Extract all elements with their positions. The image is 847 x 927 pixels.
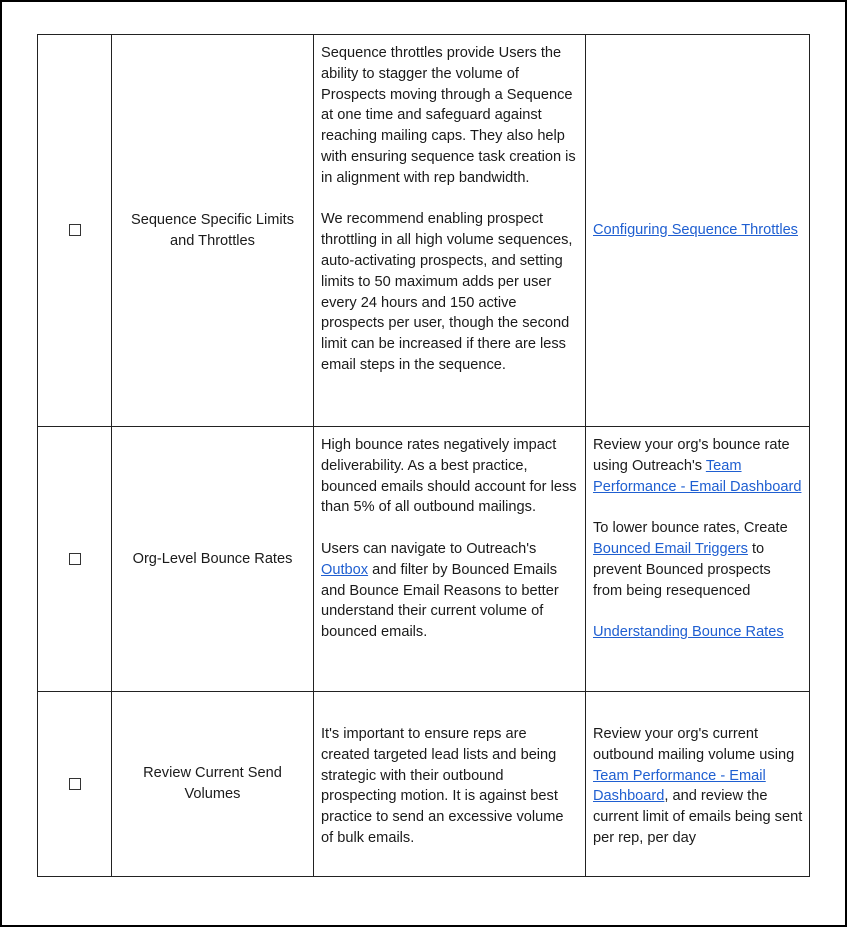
- description-cell: [314, 35, 586, 427]
- text-span: to prevent Bounced prospects from being resequenced: [593, 540, 771, 599]
- bounced-email-triggers-link[interactable]: Bounced Email Triggers: [593, 540, 748, 557]
- checklist-table: [37, 34, 810, 877]
- topic-cell: Review Current Send Volumes: [112, 692, 314, 877]
- text-span: Review your org's current outbound mailing volume using: [593, 726, 795, 763]
- description-paragraph: High bounce rates negatively impact deliverability. As a best practice, bounced emails should account for less than 5% of all outbound mailings.: [321, 437, 577, 516]
- team-performance-email-dashboard-link[interactable]: Team Performance - Email Dashboard: [593, 767, 766, 805]
- resource-paragraph: [593, 518, 803, 601]
- checkbox[interactable]: [69, 778, 81, 790]
- table-row: [38, 427, 810, 692]
- checkbox-cell: [38, 35, 112, 427]
- table-row: [38, 692, 810, 877]
- resources-cell: [586, 692, 810, 877]
- configuring-sequence-throttles-link[interactable]: Configuring Sequence Throttles: [593, 222, 798, 239]
- team-performance-email-dashboard-link[interactable]: Team Performance - Email Dashboard: [593, 457, 802, 495]
- description-paragraph: We recommend enabling prospect throttling in all high volume sequences, auto-activating prospects, and setting limits to 50 maximum adds per user every 24 hours and 150 active prospects per user, though the second limit can be increased if there are less email steps in the sequence.: [321, 211, 573, 373]
- description-cell: [314, 692, 586, 877]
- resource-paragraph: [593, 622, 803, 643]
- description-paragraph: It's important to ensure reps are created targeted lead lists and being strategic with their outbound prospecting motion. It is against best practice to send an excessive volume of bulk emails.: [321, 726, 564, 846]
- table-row: [38, 35, 810, 427]
- checkbox[interactable]: [69, 224, 81, 236]
- checkbox-cell: [38, 692, 112, 877]
- description-cell: [314, 427, 586, 692]
- description-paragraph: Sequence throttles provide Users the ability to stagger the volume of Prospects moving through a Sequence at one time and safeguard against reaching mailing caps. They also help with ensuring sequence task creation is in alignment with rep bandwidth.: [321, 45, 576, 186]
- text-span: , and review the current limit of emails being sent per rep, per day: [593, 788, 803, 846]
- understanding-bounce-rates-link[interactable]: Understanding Bounce Rates: [593, 624, 784, 641]
- text-span: Review your org's bounce rate using Outreach's: [593, 437, 790, 474]
- resource-paragraph: [593, 724, 803, 849]
- checkbox-cell: [38, 427, 112, 692]
- resource-paragraph: [593, 435, 803, 497]
- outbox-link[interactable]: Outbox: [321, 561, 369, 578]
- checkbox[interactable]: [69, 553, 81, 565]
- topic-cell: Sequence Specific Limits and Throttles: [112, 35, 314, 427]
- text-span: Users can navigate to Outreach's: [321, 540, 537, 557]
- text-span: To lower bounce rates, Create: [593, 520, 788, 537]
- topic-cell: Org-Level Bounce Rates: [112, 427, 314, 692]
- text-span: and filter by Bounced Emails and Bounce Email Reasons to better understand their current volume of bounced emails.: [321, 561, 559, 641]
- resources-cell: [586, 427, 810, 692]
- resources-cell: [586, 35, 810, 427]
- description-paragraph: [321, 539, 579, 643]
